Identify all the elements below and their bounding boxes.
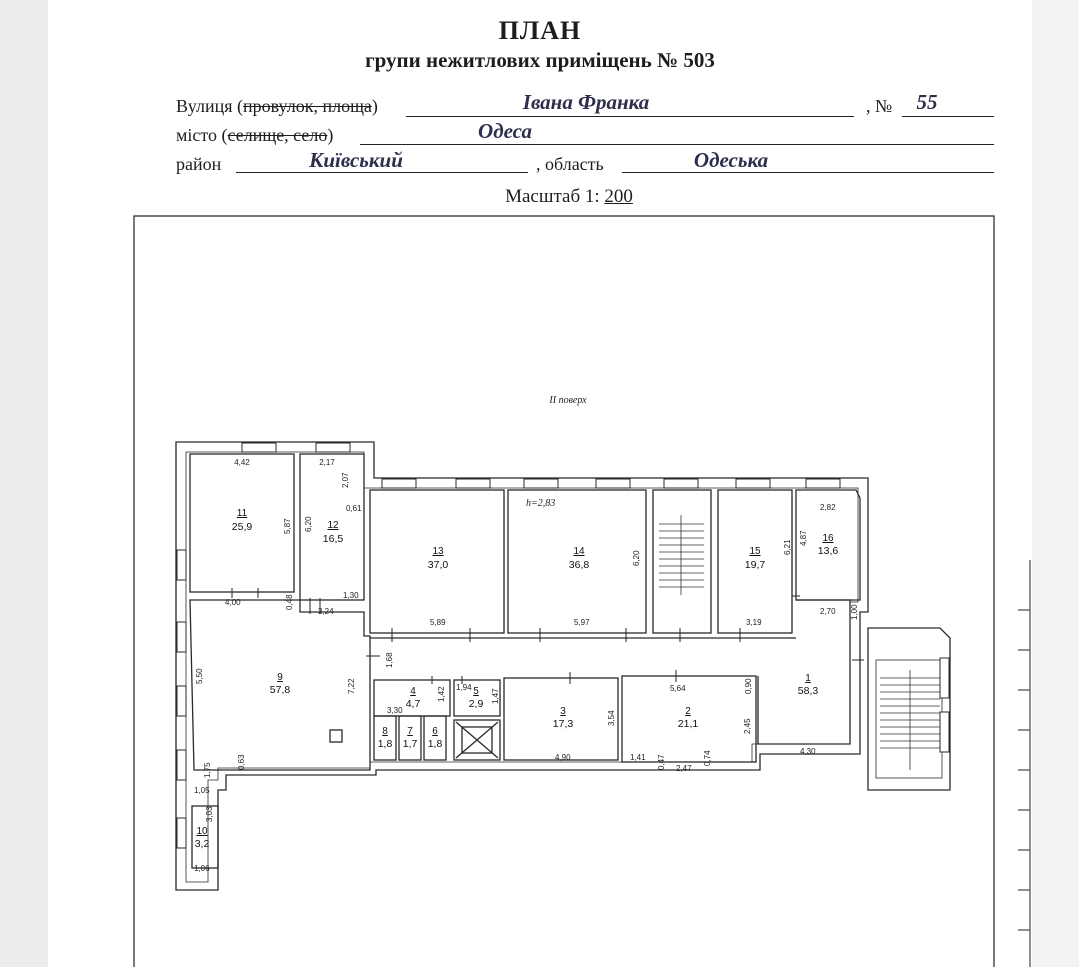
room-1-number: 1 [805,673,811,684]
dimension-label: 1,42 [437,686,446,702]
dimension-label: 4,87 [799,530,808,546]
room-12-number: 12 [327,520,339,531]
dimension-label: 2,82 [820,503,836,512]
dimension-label: 1,05 [194,786,210,795]
dimension-label: 7,22 [347,678,356,694]
page-title: ПЛАН [498,16,582,45]
dimension-label: 0,90 [744,678,753,694]
street-label: Вулиця (провулок, площа) [176,96,378,116]
room-15-area: 19,7 [744,559,766,571]
room-13-area: 37,0 [427,559,449,571]
dimension-label: 4,42 [234,458,250,467]
dimension-label: 1,00 [850,604,859,620]
number-label: , № [866,96,893,116]
dimension-label: 4,30 [800,747,816,756]
room-9-area: 57,8 [269,684,291,696]
dimension-label: 4,90 [555,753,571,762]
room-labels [195,508,839,850]
dimension-label: 6,20 [632,550,641,566]
district-label: район [176,154,222,174]
room-8-area: 1,8 [377,738,393,750]
dimension-label: 3,03 [205,806,214,822]
dimension-label: 3,30 [387,706,403,715]
floor-label: ІІ поверх [549,395,587,406]
scale-label: Масштаб 1: 200 [505,186,633,207]
page-subtitle: групи нежитлових приміщень № 503 [365,48,715,72]
room-7-number: 7 [407,726,413,737]
region-value: Одеська [693,148,769,172]
room-3-area: 17,3 [552,718,574,730]
room-4-number: 4 [410,686,416,697]
dimension-label: 1,41 [630,753,646,762]
room-5-area: 2,9 [468,698,484,710]
room-7-area: 1,7 [402,738,418,750]
dimension-label: 1,47 [491,688,500,704]
room-9-number: 9 [277,672,283,683]
dimension-label: 0,48 [285,594,294,610]
district-value: Київський [309,148,403,172]
dimension-label: 2,17 [319,458,335,467]
dimension-label: 6,21 [783,539,792,555]
number-value: 55 [916,90,938,114]
dimension-label: 5,64 [670,684,686,693]
dimension-label: 0,61 [346,504,362,513]
street-value: Івана Франка [522,90,650,114]
dimension-label: 3,54 [607,710,616,726]
room-3-number: 3 [560,706,566,717]
room-10-number: 10 [196,826,208,837]
room-4-area: 4,7 [405,698,421,710]
dimension-label: 2,45 [743,718,752,734]
room-2-number: 2 [685,706,691,717]
room-8-number: 8 [382,726,388,737]
door-ticks [232,588,864,684]
dimension-label: 4,00 [225,598,241,607]
dimension-label: 1,30 [343,591,359,600]
room-16-area: 13,6 [817,545,839,557]
room-13-number: 13 [432,546,444,557]
room-11-number: 11 [236,508,248,519]
dimension-label: 0,74 [703,750,712,766]
region-label: , область [536,154,604,174]
room-11-area: 25,9 [231,521,253,533]
dimension-label: 5,87 [283,518,292,534]
dimension-label: 1,06 [194,864,210,873]
stairs-hatching [659,515,940,770]
room-6-number: 6 [432,726,438,737]
dimension-label: 0,47 [657,754,666,770]
dimension-label: 5,97 [574,618,590,627]
dimension-label: 3,19 [746,618,762,627]
dimension-label: 3,24 [318,607,334,616]
dimension-label: 2,70 [820,607,836,616]
room-6-area: 1,8 [427,738,443,750]
city-label: місто (селище, село) [176,125,334,145]
dimension-label: 2,47 [676,764,692,773]
edge-ticks [994,243,1030,967]
room-15-number: 15 [749,546,761,557]
room-1-area: 58,3 [797,685,819,697]
room-14-area: 36,8 [568,559,590,571]
dimension-label: 0,63 [237,754,246,770]
room-10-area: 3,2 [194,838,210,850]
dimension-label: 5,50 [195,668,204,684]
room-12-area: 16,5 [322,533,344,545]
dimension-label: 2,07 [341,472,350,488]
city-value: Одеса [478,119,532,143]
ceiling-height: h=2,83 [526,498,556,509]
room-14-number: 14 [573,546,585,557]
dimension-label: 5,89 [430,618,446,627]
room-5-number: 5 [473,686,479,697]
dimension-label: 1,94 [456,683,472,692]
dimension-label: 6,20 [304,516,313,532]
room-2-area: 21,1 [677,718,699,730]
dimension-label: 1,75 [203,762,212,778]
room-16-number: 16 [822,533,834,544]
dimension-label: 1,68 [385,652,394,668]
